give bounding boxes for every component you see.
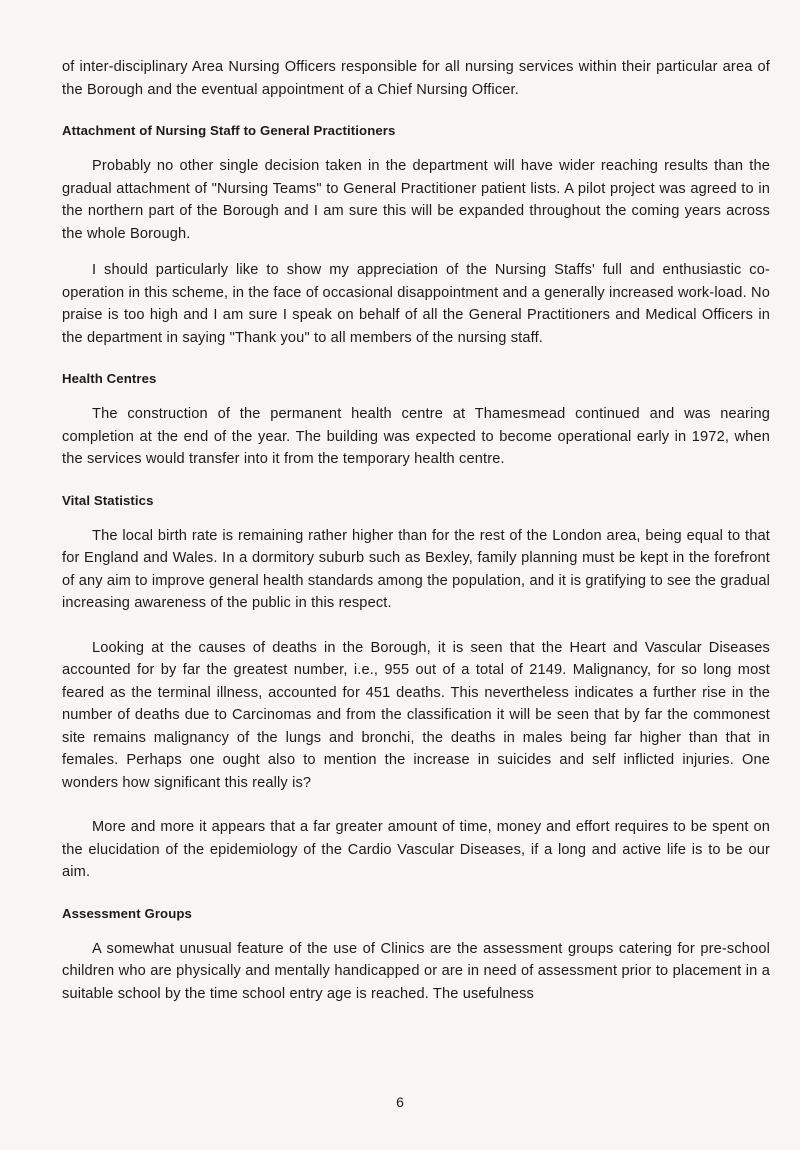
page-number: 6: [396, 1094, 404, 1110]
paragraph-epidemiology: More and more it appears that a far greater amount of time, money and effort requires to be spent on the elucidation of the epidemiology of the Cardio Vascular Diseases, if a long and active life is to be our aim.: [62, 819, 770, 880]
heading-health-centres: Health Centres: [62, 371, 157, 386]
paragraph-continuation: of inter-disciplinary Area Nursing Officers responsible for all nursing services within their particular area of the Borough and the eventual appointment of a Chief Nursing Officer.: [62, 59, 770, 98]
paragraph-nursing-teams: Probably no other single decision taken in the department will have wider reaching results than the gradual attachment of "Nursing Teams" to General Practitioner patient lists. A pilot project was agreed to in the northern part of the Borough and I am sure this will be expanded throughout the coming years across the whole Borough.: [62, 158, 770, 242]
heading-attachment-nursing-staff: Attachment of Nursing Staff to General Practitioners: [62, 123, 396, 138]
heading-assessment-groups: Assessment Groups: [62, 905, 192, 921]
paragraph-assessment-groups: A somewhat unusual feature of the use of Clinics are the assessment groups catering for pre-school children who are physically and mentally handicapped or are in need of assessment prior to placement in a suitable school by the time school entry age is reached. The usefulness: [62, 940, 770, 1002]
paragraph-causes-of-death: Looking at the causes of deaths in the Borough, it is seen that the Heart and Vascular Diseases accounted for by far the greatest number, i.e., 955 out of a total of 2149. Malignancy, for so long most feared as the terminal illness, accounted for 451 deaths. This nevertheless indicates a further rise in the number of deaths due to Carcinomas and from the classification it will be seen that by far the commonest site remains malignancy of the lungs and bronchi, the deaths in males being far higher than that in females. Perhaps one ought also to mention the increase in suicides and self inflicted injuries. One wonders how significant this really is?: [62, 639, 770, 791]
paragraph-thamesmead: The construction of the permanent health centre at Thamesmead continued and was nearing completion at the end of the year. The building was expected to become operational early in 1972, when the services would transfer into it from the temporary health centre.: [62, 406, 770, 467]
heading-vital-statistics: Vital Statistics: [62, 492, 154, 508]
document-page: [62, 56, 770, 1005]
paragraph-appreciation: I should particularly like to show my appreciation of the Nursing Staffs' full and enthusiastic co-operation in this scheme, in the face of occasional disappointment and a generally increased work-load. No praise is too high and I am sure I speak on behalf of all the General Practitioners and Medical Officers in the department in saying "Thank you" to all members of the nursing staff.: [62, 262, 770, 346]
paragraph-birth-rate: The local birth rate is remaining rather higher than for the rest of the London area, being equal to that for England and Wales. In a dormitory suburb such as Bexley, family planning must be kept in the forefront of any aim to improve general health standards among the population, and it is gratifying to see the gradual increasing awareness of the public in this respect.: [62, 527, 770, 611]
